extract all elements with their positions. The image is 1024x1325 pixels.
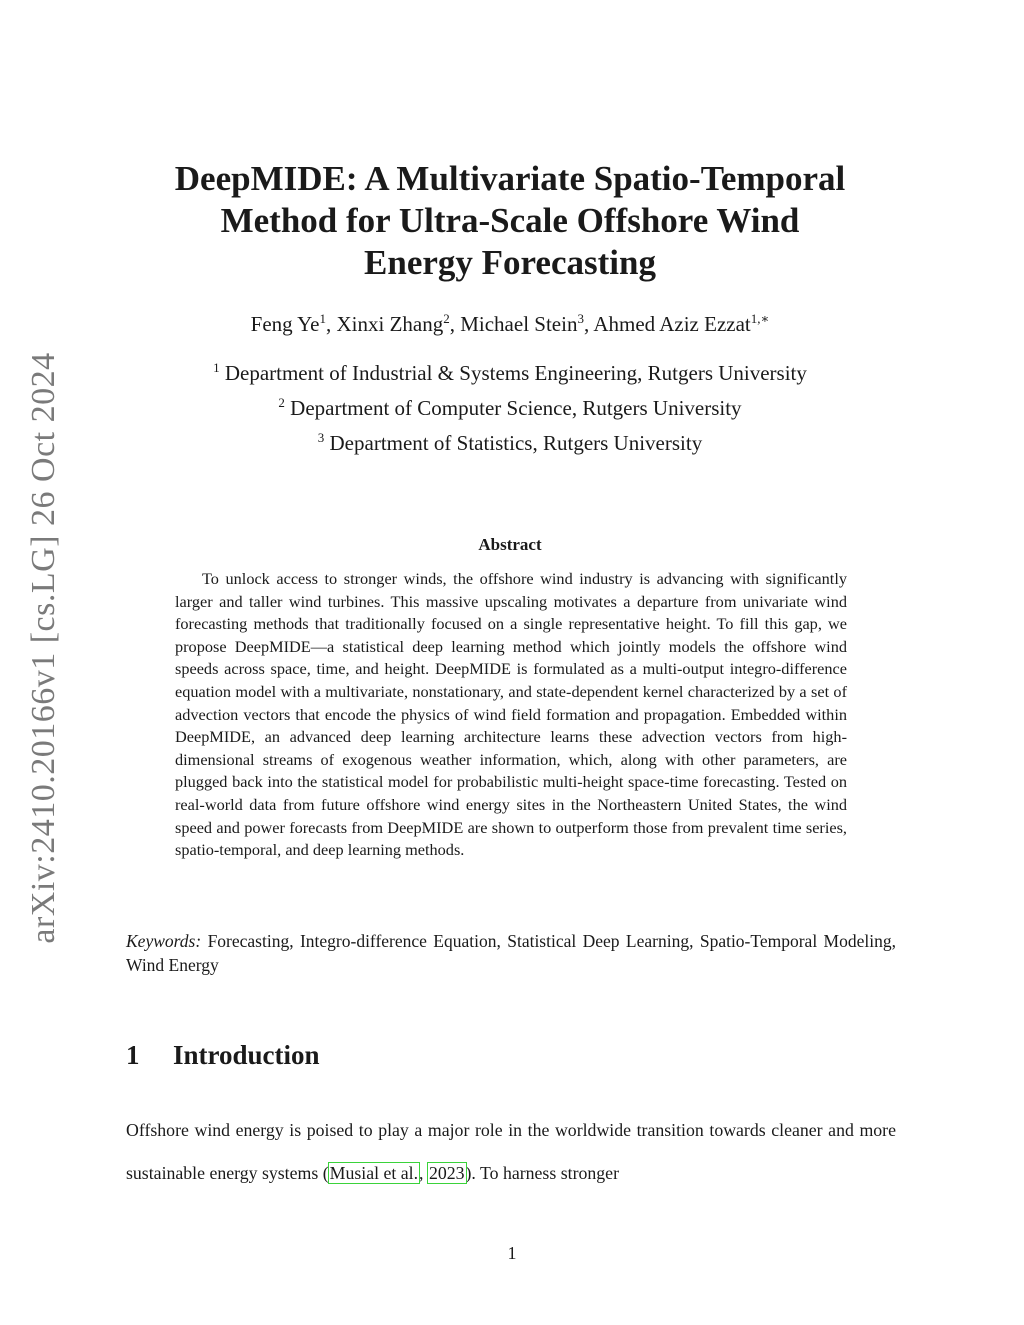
author-name: Ahmed Aziz Ezzat [593, 312, 751, 336]
affiliation-text: Department of Industrial & Systems Engineering, Rutgers University [224, 361, 807, 385]
affiliation-number: 3 [317, 430, 325, 445]
intro-paragraph [126, 1109, 896, 1195]
title-line: Method for Ultra-Scale Offshore Wind [220, 201, 800, 240]
section-heading [126, 1040, 320, 1071]
citation-separator: , [419, 1163, 428, 1183]
author-name: Michael Stein [460, 312, 578, 336]
abstract-body: To unlock access to stronger winds, the offshore wind industry is advancing with significantly larger and taller wind turbines. This massive upscaling motivates a departure from univariate wind forecasting methods that traditionally focused on a single representative height. To fill this gap, we propose DeepMIDE—a statistical deep learning method which jointly models the offshore wind speeds across space, time, and height. DeepMIDE is formulated as a multi-output integro-difference equation model with a multivariate, nonstationary, and state-dependent kernel characterized by a set of advection vectors that encode the physics of wind field formation and propagation. Embedded within DeepMIDE, an advanced deep learning architecture learns these advection vectors from high-dimensional streams of exogenous weather information, which, along with other parameters, are plugged back into the statistical model for probabilistic multi-height space-time forecasting. Tested on real-world data from future offshore wind energy sites in the Northeastern United States, the wind speed and power forecasts from DeepMIDE are shown to outperform those from prevalent time series, spatio-temporal, and deep learning methods. [175, 569, 847, 860]
affiliation-number: 1 [213, 360, 220, 375]
keywords [126, 929, 896, 977]
affiliation-text: Department of Computer Science, Rutgers University [290, 396, 742, 420]
section-title: Introduction [173, 1040, 320, 1070]
paper-title [110, 158, 910, 284]
page-number: 1 [507, 1243, 517, 1263]
affiliation-number: 2 [278, 395, 285, 410]
keywords-text: Forecasting, Integro-difference Equation, Statistical Deep Learning, Spatio-Temporal Modeling, Wind Energy [126, 931, 896, 975]
author-name: Feng Ye [250, 312, 320, 336]
citation-year-link[interactable]: 2023 [428, 1163, 465, 1183]
author-affil-mark: 1 [319, 311, 326, 326]
arxiv-side-stamp: arXiv:2410.20166v1 [cs.LG] 26 Oct 2024 [25, 352, 62, 944]
author-sep: , [449, 312, 461, 336]
affiliation [100, 388, 920, 423]
author-sep: , [326, 312, 337, 336]
author-name: Xinxi Zhang [336, 312, 444, 336]
keywords-label: Keywords: [126, 931, 202, 951]
affiliation-text: Department of Statistics, Rutgers University [329, 431, 703, 455]
author-affil-mark: 1,∗ [750, 311, 770, 326]
affiliation [100, 353, 920, 388]
affiliations [100, 353, 920, 458]
title-line: DeepMIDE: A Multivariate Spatio-Temporal [174, 159, 846, 198]
title-line: Energy Forecasting [364, 243, 656, 282]
author-affil-mark: 2 [443, 311, 450, 326]
author-affil-mark: 3 [577, 311, 584, 326]
intro-text-continued: ). To harness stronger [465, 1163, 619, 1183]
abstract-heading: Abstract [478, 535, 542, 554]
author-list [100, 311, 920, 337]
author-sep: , [583, 312, 594, 336]
section-number: 1 [126, 1040, 140, 1070]
intro-text: Offshore wind energy is poised to play a major role in the worldwide transition towards cleaner and more sustainable energy systems ( [126, 1120, 896, 1183]
affiliation [100, 423, 920, 458]
citation-author-link[interactable]: Musial et al. [329, 1163, 419, 1183]
